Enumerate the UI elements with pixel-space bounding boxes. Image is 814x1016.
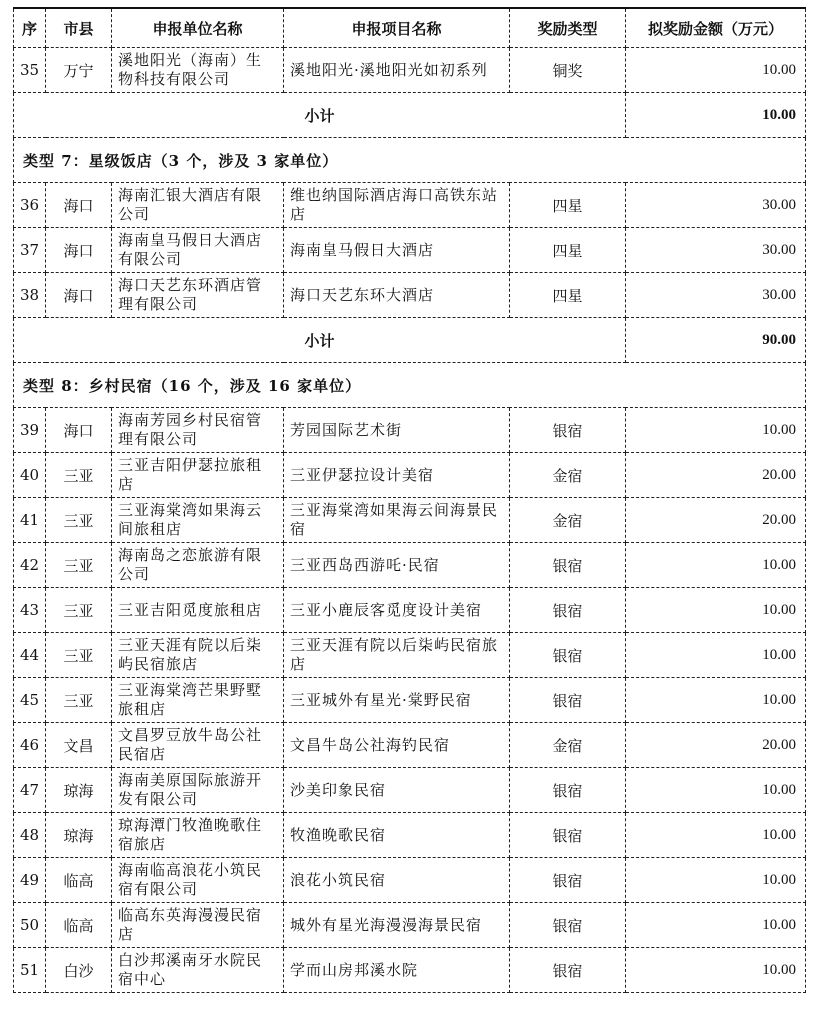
row-city: 三亚 (46, 678, 112, 723)
table-row (14, 723, 806, 768)
row-amount: 20.00 (626, 453, 806, 498)
row-number: 42 (14, 543, 46, 588)
row-unit-name: 文昌罗豆放牛岛公社民宿店 (112, 723, 284, 768)
row-amount: 30.00 (626, 228, 806, 273)
row-city: 三亚 (46, 588, 112, 633)
row-city: 三亚 (46, 543, 112, 588)
row-project-name: 三亚西岛西游吒·民宿 (284, 543, 510, 588)
category-heading: 类型 8：乡村民宿（16 个，涉及 16 家单位） (14, 363, 806, 408)
row-unit-name: 海南美原国际旅游开发有限公司 (112, 768, 284, 813)
row-unit-name: 临高东英海漫漫民宿店 (112, 903, 284, 948)
subtotal-label: 小计 (14, 318, 626, 363)
row-amount: 10.00 (626, 813, 806, 858)
row-number: 39 (14, 408, 46, 453)
header-project: 申报项目名称 (284, 8, 510, 48)
row-city: 海口 (46, 408, 112, 453)
row-city: 万宁 (46, 48, 112, 93)
row-city: 海口 (46, 273, 112, 318)
row-amount: 10.00 (626, 408, 806, 453)
row-city: 临高 (46, 858, 112, 903)
category-row (14, 363, 806, 408)
row-award-type: 银宿 (510, 813, 626, 858)
row-project-name: 三亚天涯有院以后柒屿民宿旅店 (284, 633, 510, 678)
table-row (14, 48, 806, 93)
table-row (14, 453, 806, 498)
row-number: 46 (14, 723, 46, 768)
row-number: 43 (14, 588, 46, 633)
award-table (13, 7, 806, 993)
table-row (14, 408, 806, 453)
table-row (14, 633, 806, 678)
row-project-name: 三亚城外有星光·棠野民宿 (284, 678, 510, 723)
table-row (14, 543, 806, 588)
row-award-type: 铜奖 (510, 48, 626, 93)
row-unit-name: 海口天艺东环酒店管理有限公司 (112, 273, 284, 318)
row-award-type: 四星 (510, 183, 626, 228)
subtotal-amount: 10.00 (626, 93, 806, 138)
table-row (14, 588, 806, 633)
row-amount: 10.00 (626, 678, 806, 723)
row-city: 琼海 (46, 813, 112, 858)
row-city: 文昌 (46, 723, 112, 768)
header-city: 市县 (46, 8, 112, 48)
row-unit-name: 三亚海棠湾芒果野墅旅租店 (112, 678, 284, 723)
row-project-name: 三亚海棠湾如果海云间海景民宿 (284, 498, 510, 543)
row-award-type: 银宿 (510, 408, 626, 453)
row-award-type: 金宿 (510, 723, 626, 768)
row-unit-name: 三亚天涯有院以后柒屿民宿旅店 (112, 633, 284, 678)
table-row (14, 183, 806, 228)
row-city: 临高 (46, 903, 112, 948)
row-number: 45 (14, 678, 46, 723)
row-amount: 20.00 (626, 498, 806, 543)
row-number: 49 (14, 858, 46, 903)
table-row (14, 678, 806, 723)
table-row (14, 948, 806, 993)
row-project-name: 维也纳国际酒店海口高铁东站店 (284, 183, 510, 228)
row-number: 51 (14, 948, 46, 993)
row-city: 海口 (46, 183, 112, 228)
row-award-type: 银宿 (510, 588, 626, 633)
header-amount: 拟奖励金额（万元） (626, 8, 806, 48)
row-unit-name: 海南皇马假日大酒店有限公司 (112, 228, 284, 273)
row-city: 白沙 (46, 948, 112, 993)
row-project-name: 沙美印象民宿 (284, 768, 510, 813)
row-project-name: 浪花小筑民宿 (284, 858, 510, 903)
row-project-name: 牧渔晚歌民宿 (284, 813, 510, 858)
table-row (14, 903, 806, 948)
row-award-type: 四星 (510, 273, 626, 318)
row-award-type: 金宿 (510, 453, 626, 498)
row-unit-name: 海南临高浪花小筑民宿有限公司 (112, 858, 284, 903)
row-project-name: 海口天艺东环大酒店 (284, 273, 510, 318)
row-award-type: 银宿 (510, 543, 626, 588)
row-award-type: 四星 (510, 228, 626, 273)
row-amount: 10.00 (626, 903, 806, 948)
row-amount: 20.00 (626, 723, 806, 768)
row-project-name: 溪地阳光·溪地阳光如初系列 (284, 48, 510, 93)
row-number: 44 (14, 633, 46, 678)
row-award-type: 银宿 (510, 678, 626, 723)
row-city: 海口 (46, 228, 112, 273)
row-amount: 10.00 (626, 768, 806, 813)
row-amount: 10.00 (626, 858, 806, 903)
row-amount: 10.00 (626, 543, 806, 588)
row-number: 37 (14, 228, 46, 273)
table-row (14, 768, 806, 813)
row-number: 35 (14, 48, 46, 93)
row-award-type: 银宿 (510, 903, 626, 948)
row-city: 琼海 (46, 768, 112, 813)
row-unit-name: 海南汇银大酒店有限公司 (112, 183, 284, 228)
row-amount: 10.00 (626, 948, 806, 993)
row-project-name: 文昌牛岛公社海钓民宿 (284, 723, 510, 768)
header-award-type: 奖励类型 (510, 8, 626, 48)
table-row (14, 858, 806, 903)
table-header-row (14, 8, 806, 48)
category-heading: 类型 7：星级饭店（3 个，涉及 3 家单位） (14, 138, 806, 183)
row-unit-name: 琼海潭门牧渔晚歌住宿旅店 (112, 813, 284, 858)
table-row (14, 273, 806, 318)
row-number: 36 (14, 183, 46, 228)
row-award-type: 银宿 (510, 948, 626, 993)
row-number: 38 (14, 273, 46, 318)
row-number: 50 (14, 903, 46, 948)
row-amount: 30.00 (626, 273, 806, 318)
row-amount: 10.00 (626, 48, 806, 93)
row-project-name: 城外有星光海漫漫海景民宿 (284, 903, 510, 948)
row-number: 40 (14, 453, 46, 498)
row-city: 三亚 (46, 633, 112, 678)
row-award-type: 金宿 (510, 498, 626, 543)
row-unit-name: 海南岛之恋旅游有限公司 (112, 543, 284, 588)
header-no: 序 (14, 8, 46, 48)
row-amount: 10.00 (626, 588, 806, 633)
row-award-type: 银宿 (510, 633, 626, 678)
row-project-name: 三亚伊瑟拉设计美宿 (284, 453, 510, 498)
table-body (14, 48, 806, 993)
table-row (14, 228, 806, 273)
row-unit-name: 三亚海棠湾如果海云间旅租店 (112, 498, 284, 543)
subtotal-row (14, 93, 806, 138)
row-number: 41 (14, 498, 46, 543)
row-unit-name: 溪地阳光（海南）生物科技有限公司 (112, 48, 284, 93)
subtotal-amount: 90.00 (626, 318, 806, 363)
row-amount: 10.00 (626, 633, 806, 678)
row-project-name: 芳园国际艺术街 (284, 408, 510, 453)
row-project-name: 三亚小鹿辰客觅度设计美宿 (284, 588, 510, 633)
row-number: 48 (14, 813, 46, 858)
table-row (14, 498, 806, 543)
row-project-name: 学而山房邦溪水院 (284, 948, 510, 993)
row-unit-name: 三亚吉阳觅度旅租店 (112, 588, 284, 633)
row-project-name: 海南皇马假日大酒店 (284, 228, 510, 273)
table-row (14, 813, 806, 858)
row-city: 三亚 (46, 453, 112, 498)
row-unit-name: 三亚吉阳伊瑟拉旅租店 (112, 453, 284, 498)
row-amount: 30.00 (626, 183, 806, 228)
row-number: 47 (14, 768, 46, 813)
category-row (14, 138, 806, 183)
row-city: 三亚 (46, 498, 112, 543)
row-unit-name: 白沙邦溪南牙水院民宿中心 (112, 948, 284, 993)
row-unit-name: 海南芳园乡村民宿管理有限公司 (112, 408, 284, 453)
row-award-type: 银宿 (510, 858, 626, 903)
row-award-type: 银宿 (510, 768, 626, 813)
subtotal-label: 小计 (14, 93, 626, 138)
header-unit: 申报单位名称 (112, 8, 284, 48)
subtotal-row (14, 318, 806, 363)
